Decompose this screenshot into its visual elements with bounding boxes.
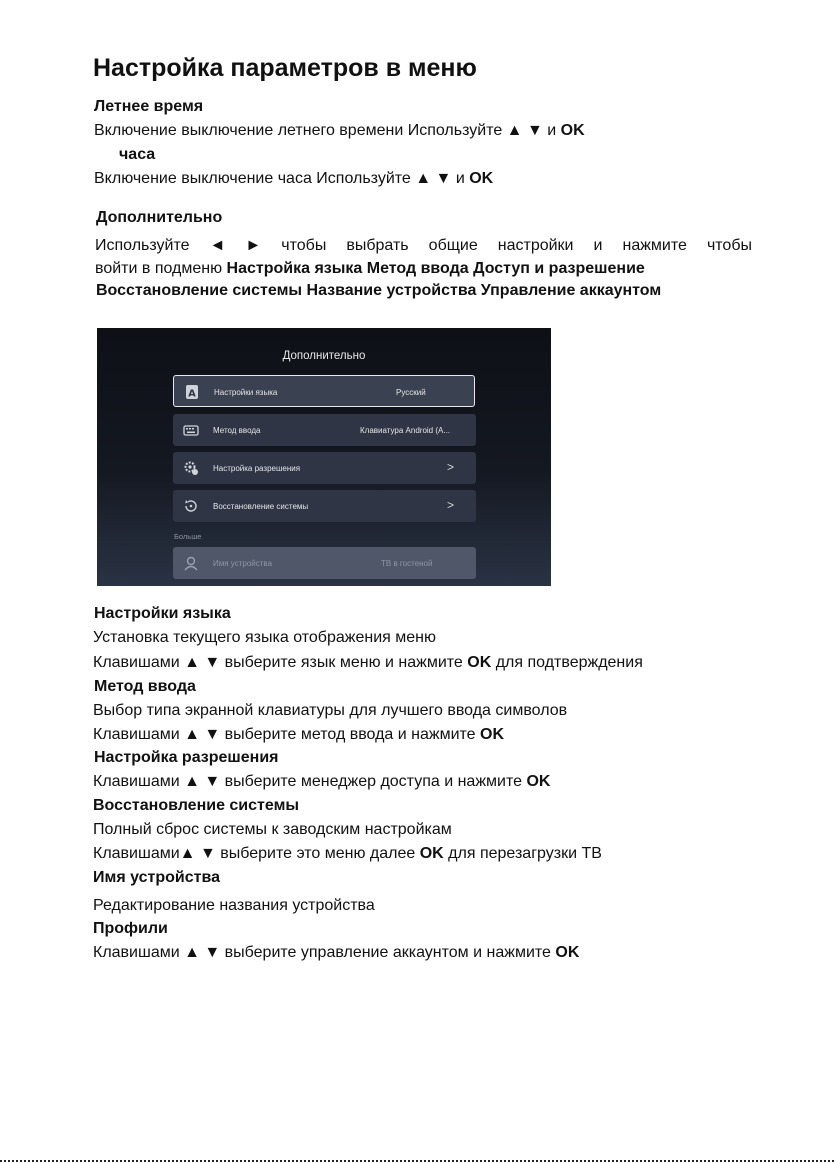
tv-row-device-name[interactable] [173,547,476,579]
tv-row-value: ТВ в гостеной [381,559,433,568]
tv-row-system-restore[interactable] [173,490,476,522]
section-restore-desc: Полный сброс системы к заводским настройкам [93,821,452,838]
section-language-heading: Настройки языка [94,605,231,622]
svg-text:A: A [188,388,196,400]
hours-description [94,170,493,188]
tv-row-label: Метод ввода [213,426,261,435]
restore-icon [183,498,199,514]
dst-text: Включение выключение летнего времени Используйте ▲ ▼ и [94,122,561,139]
ok-key-label: OK [560,122,585,139]
ok-key-label: OK [480,726,505,743]
ok-key-label: OK [467,654,492,671]
user-icon [183,555,199,571]
section-device-desc: Редактирование названия устройства [93,897,375,914]
keys-text: Клавишами ▲ ▼ выберите управление аккаунтом и нажмите [93,944,556,961]
keys-text: Клавишами▲ ▼ выберите это меню далее [93,845,420,862]
tv-menu-title: Дополнительно [282,350,366,362]
extra-heading: Дополнительно [96,209,223,226]
section-input-desc: Выбор типа экранной клавиатуры для лучшего ввода символов [93,702,568,719]
extra-submenu-list: Настройка языка Метод ввода Доступ и разрешение [226,260,645,277]
ok-key-label: OK [469,170,494,187]
section-profiles-heading: Профили [93,920,168,937]
keyboard-icon [183,422,199,438]
section-input-keys [93,726,504,744]
tv-more-label: Больше [174,532,202,541]
extra-line-2 [95,260,645,278]
section-permission-heading: Настройка разрешения [94,749,279,766]
keys-text: Клавишами ▲ ▼ выберите менеджер доступа и нажмите [93,773,527,790]
tv-row-value: Клавиатура Android (A... [360,426,451,435]
permission-gear-icon [183,460,199,476]
section-restore-heading: Восстановление системы [93,797,300,814]
section-profiles-keys [93,944,579,962]
tv-row-value: Русский [396,388,426,397]
extra-line-3: Восстановление системы Название устройства Управление аккаунтом [96,282,662,299]
section-device-heading: Имя устройства [93,869,220,886]
ok-key-label: OK [555,944,580,961]
hours-text: Включение выключение часа Используйте ▲ ▼ и [94,170,470,187]
chevron-right-icon: > [446,460,454,474]
hours-heading: часа [119,146,156,163]
tv-row-label: Настройки языка [214,388,278,397]
keys-text: Клавишами ▲ ▼ выберите язык меню и нажмите [93,654,468,671]
tv-row-label: Имя устройства [213,559,273,568]
dst-description [94,122,585,140]
tv-row-label: Восстановление системы [213,502,309,511]
chevron-right-icon: > [446,498,454,512]
page-bottom-border [0,1160,836,1162]
tv-menu-screenshot [97,328,551,586]
language-icon [184,384,200,400]
tv-row-language[interactable] [173,375,475,407]
tv-row-label: Настройка разрешения [213,464,301,473]
section-restore-keys [93,845,602,863]
section-input-heading: Метод ввода [94,678,196,695]
section-language-desc: Установка текущего языка отображения меню [93,629,436,646]
page-title: Настройка параметров в меню [93,54,477,82]
keys-text: Клавишами ▲ ▼ выберите метод ввода и нажмите [93,726,481,743]
tv-row-permission[interactable] [173,452,476,484]
section-permission-keys [93,773,550,791]
ok-key-label: OK [526,773,551,790]
extra-line-1: Используйте ◄ ► чтобы выбрать общие настройки и нажмите чтобы [95,237,752,254]
keys-text-after: для перезагрузки ТВ [443,845,602,862]
ok-key-label: OK [419,845,444,862]
extra-line-2-text: войти в подменю [95,260,227,277]
tv-row-input-method[interactable] [173,414,476,446]
dst-heading: Летнее время [94,98,204,115]
keys-text-after: для подтверждения [491,654,643,671]
section-language-keys [93,654,643,672]
